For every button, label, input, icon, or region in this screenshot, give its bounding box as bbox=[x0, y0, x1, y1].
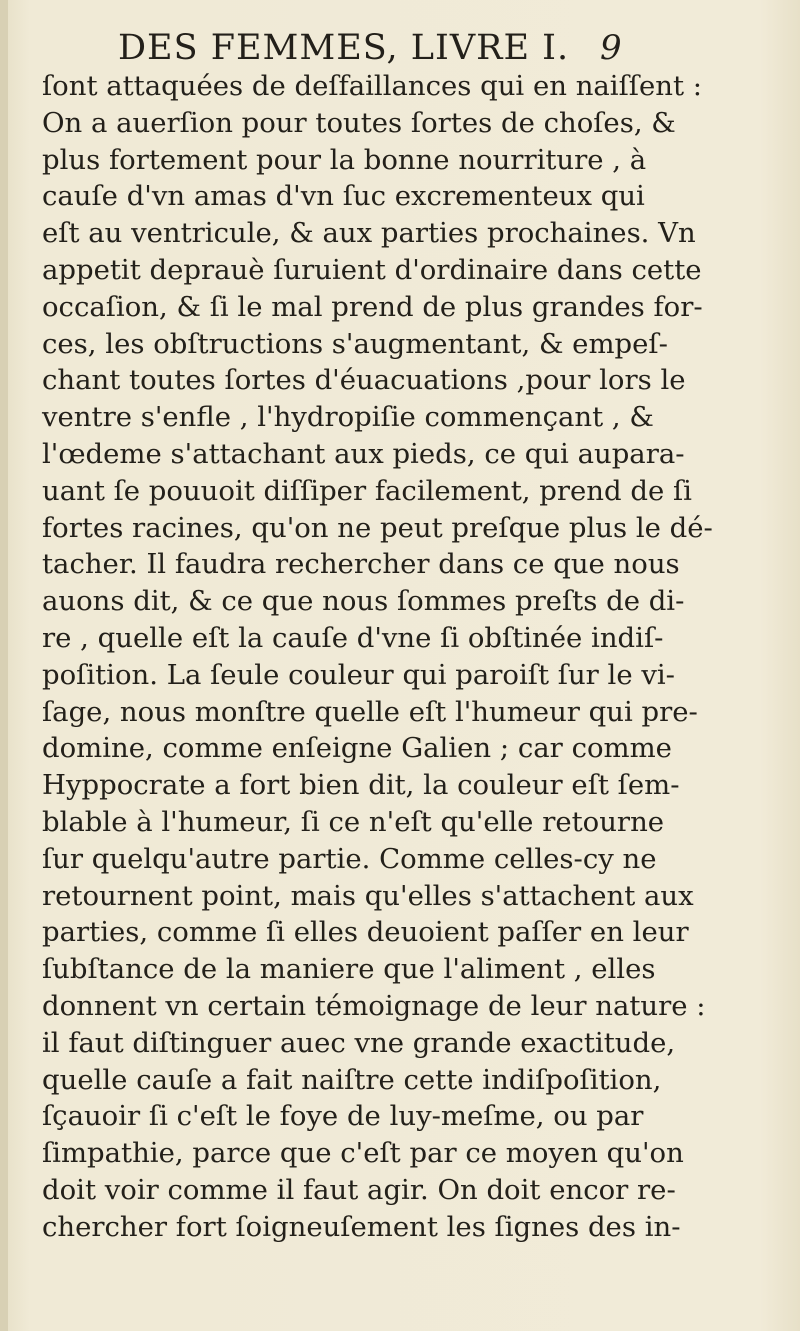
text-line: Hyppocrate a fort bien dit, la couleur eſt ſem- bbox=[42, 769, 680, 802]
text-line: eſt au ventricule, & aux parties prochaines. Vn bbox=[42, 217, 696, 250]
text-line: ſubſtance de la maniere que l'aliment , elles bbox=[42, 953, 656, 986]
text-line: parties, comme ſi elles deuoient paſſer en leur bbox=[42, 916, 689, 949]
text-line: poſition. La ſeule couleur qui paroiſt ſur le vi- bbox=[42, 658, 675, 691]
text-line: On a auerſion pour toutes ſortes de choſes, & bbox=[42, 106, 676, 139]
text-line: tacher. Il faudra rechercher dans ce que nous bbox=[42, 548, 680, 581]
text-line: retournent point, mais qu'elles s'attachent aux bbox=[42, 879, 694, 912]
text-line: blable à l'humeur, ſi ce n'eſt qu'elle retourne bbox=[42, 805, 665, 838]
text-line: domine, comme enſeigne Galien ; car comme bbox=[42, 732, 672, 765]
text-line: quelle cauſe a fait naiſtre cette indiſpoſition, bbox=[42, 1063, 662, 1096]
text-line: cauſe d'vn amas d'vn ſuc excrementeux qui bbox=[42, 180, 645, 213]
body-text bbox=[42, 68, 713, 1246]
text-line: ventre s'enfle , l'hydropiſie commençant , & bbox=[42, 401, 654, 434]
text-line: fortes racines, qu'on ne peut preſque plus le dé- bbox=[42, 511, 713, 544]
text-line: ſimpathie, parce que c'eſt par ce moyen qu'on bbox=[42, 1137, 684, 1170]
text-line: donnent vn certain témoignage de leur nature : bbox=[42, 989, 706, 1022]
text-line: occaſion, & ſi le mal prend de plus grandes for- bbox=[42, 290, 703, 323]
text-line: doit voir comme il faut agir. On doit encor re- bbox=[42, 1173, 676, 1206]
text-line: ſçauoir ſi c'eſt le foye de luy-meſme, ou par bbox=[42, 1100, 644, 1133]
text-line: ſur quelqu'autre partie. Comme celles-cy ne bbox=[42, 842, 657, 875]
text-line: chant toutes ſortes d'éuacuations ,pour lors le bbox=[42, 364, 686, 397]
text-line: appetit deprauè ſuruient d'ordinaire dans cette bbox=[42, 253, 702, 286]
text-line: auons dit, & ce que nous ſommes preſts de di- bbox=[42, 585, 685, 618]
text-line: uant ſe pouuoit diſſiper facilement, prend de ſi bbox=[42, 474, 692, 507]
page-number: 9 bbox=[600, 28, 622, 68]
text-line: l'œdeme s'attachant aux pieds, ce qui aupara- bbox=[42, 437, 685, 470]
text-line: ſont attaquées de deſfaillances qui en naiſſent : bbox=[42, 70, 702, 102]
text-line: plus fortement pour la bonne nourriture , à bbox=[42, 143, 647, 176]
running-title: DES FEMMES, LIVRE I. bbox=[118, 28, 570, 68]
text-line: chercher fort ſoigneuſement les ſignes des in- bbox=[42, 1210, 681, 1243]
binding-gutter bbox=[0, 0, 8, 1331]
text-line: re , quelle eſt la cauſe d'vne ſi obſtinée indiſ- bbox=[42, 621, 664, 654]
text-line: il faut diſtinguer auec vne grande exactitude, bbox=[42, 1026, 676, 1059]
text-line: ces, les obſtructions s'augmentant, & empeſ- bbox=[42, 327, 668, 360]
text-line: ſage, nous monſtre quelle eſt l'humeur qui pre- bbox=[42, 695, 698, 728]
